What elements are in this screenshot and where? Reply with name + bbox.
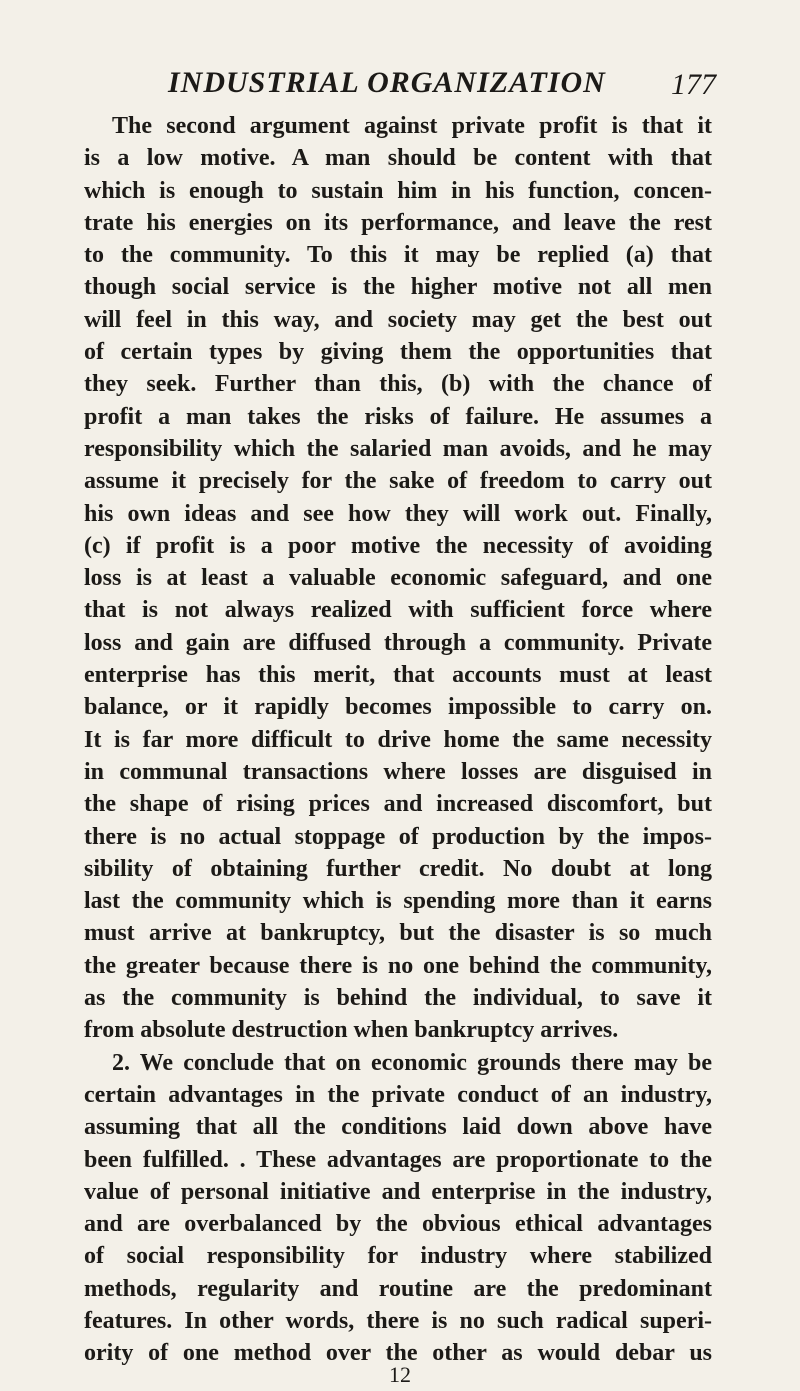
text-line: It is far more difficult to drive home the same necessity — [84, 726, 712, 753]
running-head — [168, 66, 716, 106]
text-line: been fulfilled. . These advantages are proportionate to the — [84, 1146, 712, 1173]
text-line: enterprise has this merit, that accounts must at least — [84, 662, 712, 689]
text-line: assuming that all the conditions laid down above have — [84, 1114, 712, 1141]
text-line: responsibility which the salaried man avoids, and he may — [84, 435, 712, 462]
text-line: profit a man takes the risks of failure. He assumes a — [84, 403, 712, 430]
text-line: certain advantages in the private conduct of an industry, — [84, 1081, 712, 1108]
text-line: trate his energies on its performance, and leave the rest — [84, 209, 712, 236]
running-title: INDUSTRIAL ORGANIZATION — [168, 66, 606, 99]
text-line: must arrive at bankruptcy, but the disaster is so much — [84, 920, 712, 947]
text-line: in communal transactions where losses are disguised in — [84, 758, 712, 785]
text-line: ority of one method over the other as would debar us — [84, 1340, 712, 1367]
text-line: the shape of rising prices and increased discomfort, but — [84, 791, 712, 818]
text-line: The second argument against private profit is that it — [112, 113, 712, 139]
text-line: which is enough to sustain him in his function, concen- — [84, 177, 712, 204]
text-line: loss and gain are diffused through a community. Private — [84, 629, 712, 656]
text-line: (c) if profit is a poor motive the necessity of avoiding — [84, 532, 712, 559]
text-line: his own ideas and see how they will work out. Finally, — [84, 500, 712, 527]
text-line: though social service is the higher motive not all men — [84, 274, 712, 301]
text-line: as the community is behind the individual, to save it — [84, 985, 712, 1012]
text-line: that is not always realized with sufficient force where — [84, 597, 712, 624]
text-line: methods, regularity and routine are the predominant — [84, 1275, 712, 1302]
text-line: of social responsibility for industry where stabilized — [84, 1243, 712, 1270]
text-line: features. In other words, there is no such radical superi- — [84, 1307, 712, 1334]
text-line: and are overbalanced by the obvious ethical advantages — [84, 1211, 712, 1238]
text-line: 2. We conclude that on economic grounds there may be — [112, 1049, 712, 1076]
text-line: balance, or it rapidly becomes impossible to carry on. — [84, 694, 712, 721]
text-line: assume it precisely for the sake of freedom to carry out — [84, 468, 712, 495]
text-line: sibility of obtaining further credit. No doubt at long — [84, 855, 712, 882]
text-line: last the community which is spending more than it earns — [84, 888, 712, 915]
text-line: of certain types by giving them the opportunities that — [84, 339, 712, 366]
text-line: to the community. To this it may be replied (a) that — [84, 242, 712, 269]
text-line: from absolute destruction when bankruptcy arrives. — [84, 1017, 619, 1044]
text-line: will feel in this way, and society may get the best out — [84, 306, 712, 333]
text-line: loss is at least a valuable economic safeguard, and one — [84, 565, 712, 592]
text-line: the greater because there is no one behind the community, — [84, 952, 712, 979]
body-text — [84, 110, 712, 1370]
text-line: value of personal initiative and enterprise in the industry, — [84, 1178, 712, 1205]
text-line: there is no actual stoppage of production by the impos- — [84, 823, 712, 850]
text-line: they seek. Further than this, (b) with the chance of — [84, 371, 712, 398]
text-line: is a low motive. A man should be content with that — [84, 145, 712, 172]
signature-mark: 12 — [389, 1362, 411, 1387]
page-number: 177 — [671, 68, 716, 101]
